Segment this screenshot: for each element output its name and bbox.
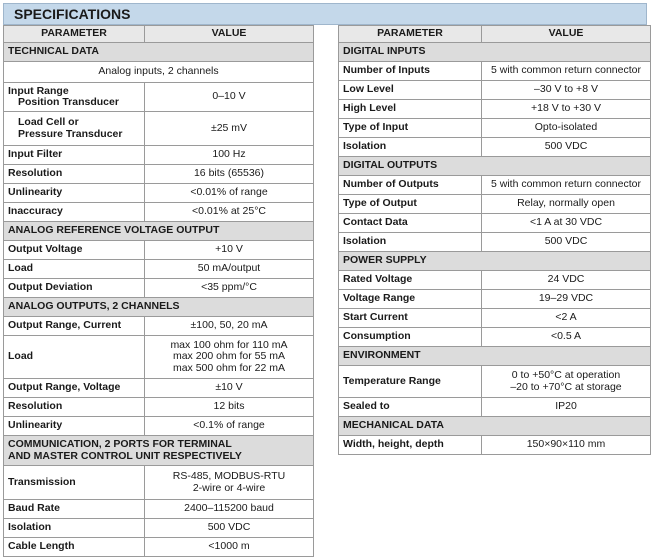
table-row	[339, 436, 651, 455]
param-value: 150×90×110 mm	[482, 436, 651, 455]
param-label: Transmission	[4, 466, 145, 500]
param-value: 19–29 VDC	[482, 290, 651, 309]
param-value: <2 A	[482, 309, 651, 328]
param-label: Unlinearity	[4, 184, 145, 203]
value-header: VALUE	[145, 26, 314, 43]
param-label: Input Filter	[4, 146, 145, 165]
param-value	[482, 366, 651, 398]
table-row	[4, 379, 314, 398]
param-label: Number of Inputs	[339, 62, 482, 81]
section-digital-outputs: DIGITAL OUTPUTS	[339, 157, 651, 176]
param-value: +18 V to +30 V	[482, 100, 651, 119]
table-row	[4, 203, 314, 222]
table-row	[4, 336, 314, 379]
param-label: Load	[4, 260, 145, 279]
param-value: <0.01% of range	[145, 184, 314, 203]
section-header	[339, 347, 651, 366]
section-header	[339, 252, 651, 271]
param-value: 24 VDC	[482, 271, 651, 290]
param-value: 12 bits	[145, 398, 314, 417]
table-row	[339, 138, 651, 157]
load-line2: max 200 ohm for 55 mA	[172, 350, 286, 363]
table-row	[339, 214, 651, 233]
section-communication	[4, 436, 314, 466]
page-title: SPECIFICATIONS	[3, 3, 647, 25]
param-label: Voltage Range	[339, 290, 482, 309]
param-label: Isolation	[339, 138, 482, 157]
load-line1: max 100 ohm for 110 mA	[170, 338, 288, 351]
communication-title-line1: COMMUNICATION, 2 PORTS FOR TERMINAL	[8, 438, 232, 450]
param-label: Resolution	[4, 165, 145, 184]
section-header	[339, 417, 651, 436]
table-row	[4, 417, 314, 436]
param-label: Temperature Range	[339, 366, 482, 398]
param-header: PARAMETER	[4, 26, 145, 43]
param-label: Resolution	[4, 398, 145, 417]
param-label: Cable Length	[4, 538, 145, 557]
param-value: <35 ppm/°C	[145, 279, 314, 298]
left-spec-table	[3, 25, 314, 557]
table-row	[339, 119, 651, 138]
input-range-value2: ±25 mV	[145, 112, 314, 146]
table-row	[4, 83, 314, 112]
table-row	[4, 519, 314, 538]
param-value: 500 VDC	[482, 138, 651, 157]
param-value: <0.5 A	[482, 328, 651, 347]
param-value: 5 with common return connector	[482, 176, 651, 195]
section-analog-reference: ANALOG REFERENCE VOLTAGE OUTPUT	[4, 222, 314, 241]
input-range-value1: 0–10 V	[145, 83, 314, 112]
section-header	[339, 157, 651, 176]
section-header	[4, 298, 314, 317]
table-row	[4, 165, 314, 184]
section-header	[4, 222, 314, 241]
param-value: <1 A at 30 VDC	[482, 214, 651, 233]
param-label: Type of Input	[339, 119, 482, 138]
table-row	[4, 260, 314, 279]
param-value	[145, 466, 314, 500]
param-value: 16 bits (65536)	[145, 165, 314, 184]
table-header-row	[339, 26, 651, 43]
param-label: Start Current	[339, 309, 482, 328]
param-value: ±10 V	[145, 379, 314, 398]
table-row	[339, 290, 651, 309]
param-label: Unlinearity	[4, 417, 145, 436]
table-row	[4, 466, 314, 500]
param-label: Rated Voltage	[339, 271, 482, 290]
param-label: Width, height, depth	[339, 436, 482, 455]
table-row	[339, 81, 651, 100]
section-power-supply: POWER SUPPLY	[339, 252, 651, 271]
param-label: Contact Data	[339, 214, 482, 233]
table-row	[4, 184, 314, 203]
table-row	[339, 62, 651, 81]
param-value: <0.1% of range	[145, 417, 314, 436]
param-label	[4, 83, 145, 112]
table-row	[339, 271, 651, 290]
section-header	[4, 436, 314, 466]
transmission-line2: 2-wire or 4-wire	[192, 481, 266, 494]
section-environment: ENVIRONMENT	[339, 347, 651, 366]
param-value: <0.01% at 25°C	[145, 203, 314, 222]
table-row	[339, 195, 651, 214]
param-value: Opto-isolated	[482, 119, 651, 138]
input-range-label: Input Range	[8, 84, 69, 97]
temp-line1: 0 to +50°C at operation	[511, 369, 621, 381]
param-label: Output Deviation	[4, 279, 145, 298]
table-row	[4, 279, 314, 298]
param-value: ±100, 50, 20 mA	[145, 317, 314, 336]
param-label: Output Range, Current	[4, 317, 145, 336]
param-value: –30 V to +8 V	[482, 81, 651, 100]
param-label: Sealed to	[339, 398, 482, 417]
section-analog-outputs: ANALOG OUTPUTS, 2 CHANNELS	[4, 298, 314, 317]
param-label: Type of Output	[339, 195, 482, 214]
param-value: 500 VDC	[482, 233, 651, 252]
right-spec-table	[338, 25, 651, 455]
input-range-sub1: Position Transducer	[18, 96, 119, 108]
load-line3: max 500 ohm for 22 mA	[172, 361, 286, 374]
param-value: 100 Hz	[145, 146, 314, 165]
param-label: High Level	[339, 100, 482, 119]
table-row	[4, 146, 314, 165]
param-label: Isolation	[339, 233, 482, 252]
table-row	[4, 112, 314, 146]
table-row	[339, 100, 651, 119]
table-row	[4, 62, 314, 83]
communication-title-line2: AND MASTER CONTROL UNIT RESPECTIVELY	[8, 449, 242, 462]
param-label: Consumption	[339, 328, 482, 347]
table-header-row	[4, 26, 314, 43]
table-row	[339, 366, 651, 398]
param-label: Load	[4, 336, 145, 379]
param-value: 5 with common return connector	[482, 62, 651, 81]
param-label: Baud Rate	[4, 500, 145, 519]
table-row	[4, 241, 314, 260]
param-label: Isolation	[4, 519, 145, 538]
param-value: Relay, normally open	[482, 195, 651, 214]
section-mechanical-data: MECHANICAL DATA	[339, 417, 651, 436]
param-label	[4, 112, 145, 146]
section-technical-data: TECHNICAL DATA	[4, 43, 314, 62]
param-value: 50 mA/output	[145, 260, 314, 279]
transmission-line1: RS-485, MODBUS-RTU	[172, 470, 286, 482]
param-label: Output Voltage	[4, 241, 145, 260]
param-value: 500 VDC	[145, 519, 314, 538]
table-row	[339, 309, 651, 328]
param-label: Inaccuracy	[4, 203, 145, 222]
param-value: +10 V	[145, 241, 314, 260]
param-value: <1000 m	[145, 538, 314, 557]
table-row	[339, 233, 651, 252]
param-label: Output Range, Voltage	[4, 379, 145, 398]
section-header	[4, 43, 314, 62]
table-row	[339, 176, 651, 195]
table-row	[4, 538, 314, 557]
input-range-sub2a: Load Cell or	[18, 116, 79, 128]
param-value: 2400–115200 baud	[145, 500, 314, 519]
input-range-sub2b: Pressure Transducer	[18, 127, 123, 140]
section-digital-inputs: DIGITAL INPUTS	[339, 43, 651, 62]
param-header: PARAMETER	[339, 26, 482, 43]
param-label: Low Level	[339, 81, 482, 100]
value-header: VALUE	[482, 26, 651, 43]
technical-note: Analog inputs, 2 channels	[4, 62, 314, 83]
table-row	[4, 317, 314, 336]
table-row	[339, 398, 651, 417]
temp-line2: –20 to +70°C at storage	[510, 380, 622, 393]
table-row	[4, 398, 314, 417]
param-value: IP20	[482, 398, 651, 417]
table-row	[4, 500, 314, 519]
table-row	[339, 328, 651, 347]
param-value	[145, 336, 314, 379]
param-label: Number of Outputs	[339, 176, 482, 195]
section-header	[339, 43, 651, 62]
